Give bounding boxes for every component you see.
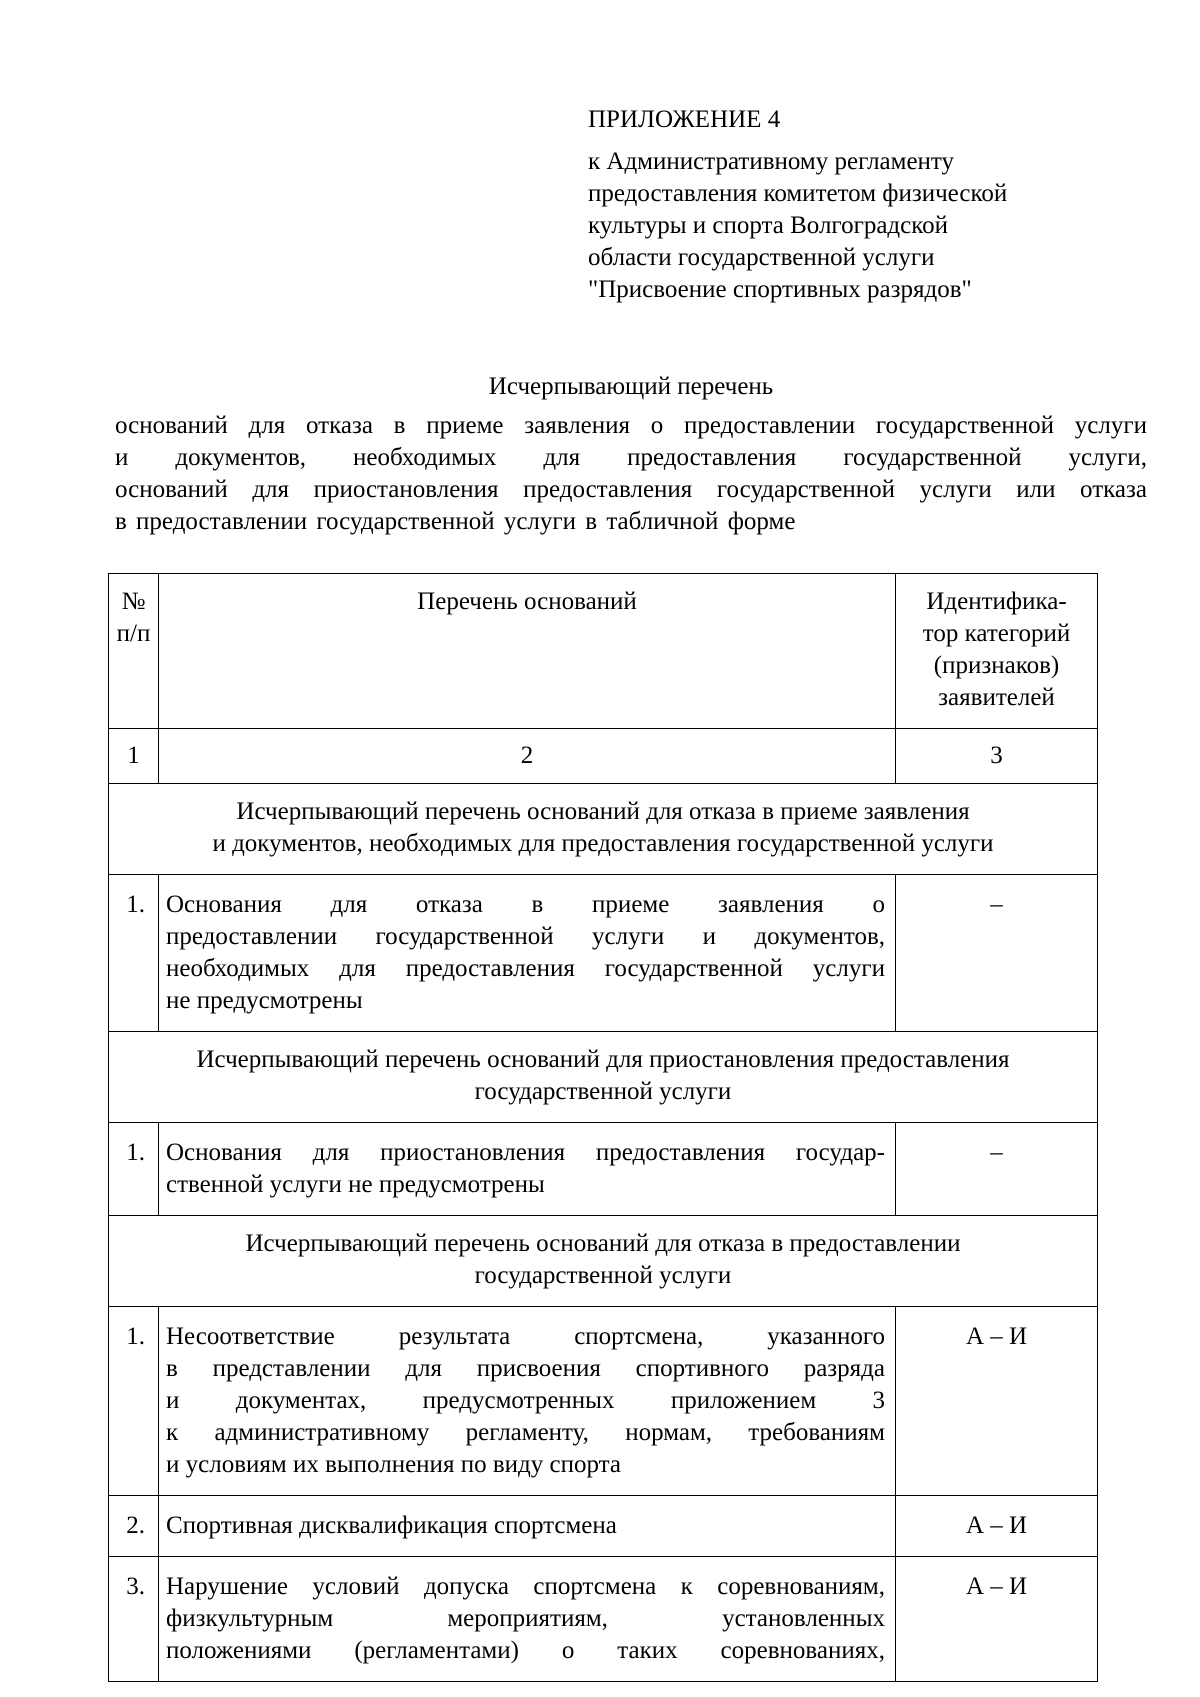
row-num: 1. xyxy=(109,1307,159,1496)
row-text-line: Нарушение условий допуска спортсмена к соревнованиям, xyxy=(166,1573,885,1600)
table-index-row xyxy=(109,729,1098,784)
heading-line: в предоставлении государственной услуги в табличной форме xyxy=(115,508,796,535)
section-title-line: Исчерпывающий перечень оснований для отказа в приеме заявления xyxy=(236,798,970,825)
header-num-line: п/п xyxy=(116,620,151,647)
section-title-cell xyxy=(109,1032,1098,1123)
header-text-cell xyxy=(159,574,896,729)
row-id: – xyxy=(896,1123,1098,1216)
header-id-line: Идентифика- xyxy=(926,588,1067,615)
row-num: 3. xyxy=(109,1557,159,1682)
row-text-line: и документах, предусмотренных приложением 3 xyxy=(166,1387,885,1414)
grounds-table xyxy=(108,573,1098,1682)
row-text-line: Несоответствие результата спортсмена, указанного xyxy=(166,1323,885,1350)
annex-line: предоставления комитетом физической xyxy=(588,180,1008,207)
row-num: 1. xyxy=(109,1123,159,1216)
row-text-line: физкультурным мероприятиям, установленных xyxy=(166,1605,885,1632)
heading-line: оснований для приостановления предоставления государственной услуги или отказа xyxy=(115,476,1147,503)
index-cell: 1 xyxy=(109,729,159,784)
row-text xyxy=(159,1557,896,1682)
row-id: А – И xyxy=(896,1496,1098,1557)
row-num: 2. xyxy=(109,1496,159,1557)
section-row xyxy=(109,784,1098,875)
row-num: 1. xyxy=(109,875,159,1032)
row-id: А – И xyxy=(896,1307,1098,1496)
table-row xyxy=(109,1496,1098,1557)
row-text xyxy=(159,1307,896,1496)
header-id-line: тор категорий xyxy=(922,620,1071,647)
row-id: А – И xyxy=(896,1557,1098,1682)
index-cell: 2 xyxy=(159,729,896,784)
document-heading xyxy=(115,371,1147,538)
row-text-line: необходимых для предоставления государственной услуги xyxy=(166,955,885,982)
header-num-line: № xyxy=(121,588,146,615)
heading-line: оснований для отказа в приеме заявления о предоставлении государственной услуги xyxy=(115,412,1147,439)
row-text-line: ственной услуги не предусмотрены xyxy=(166,1171,545,1198)
header-id-cell xyxy=(896,574,1098,729)
heading-title: Исчерпывающий перечень xyxy=(488,373,774,400)
annex-line: области государственной услуги xyxy=(588,244,935,271)
section-title-line: государственной услуги xyxy=(474,1078,732,1105)
table-row xyxy=(109,1123,1098,1216)
table-row xyxy=(109,1307,1098,1496)
annex-line: к Административному регламенту xyxy=(588,148,955,175)
header-id-line: (признаков) xyxy=(933,652,1060,679)
section-title-line: и документов, необходимых для предоставления государственной услуги xyxy=(212,830,994,857)
row-text-line: Основания для приостановления предоставления государ- xyxy=(166,1139,885,1166)
section-title-cell xyxy=(109,784,1098,875)
row-text xyxy=(159,1496,896,1557)
row-text-line: к административному регламенту, нормам, требованиям xyxy=(166,1419,885,1446)
row-text-line: в представлении для присвоения спортивного разряда xyxy=(166,1355,885,1382)
table-header-row xyxy=(109,574,1098,729)
row-text xyxy=(159,1123,896,1216)
index-cell: 3 xyxy=(896,729,1098,784)
row-text xyxy=(159,875,896,1032)
header-num-cell xyxy=(109,574,159,729)
section-title-line: Исчерпывающий перечень оснований для отказа в предоставлении xyxy=(245,1230,961,1257)
header-text: Перечень оснований xyxy=(417,588,637,615)
row-text-line: и условиям их выполнения по виду спорта xyxy=(166,1451,621,1478)
row-text-line: Основания для отказа в приеме заявления о xyxy=(166,891,885,918)
section-row xyxy=(109,1216,1098,1307)
header-id-line: заявителей xyxy=(938,684,1055,711)
row-text-line: предоставлении государственной услуги и документов, xyxy=(166,923,885,950)
annex-line: "Присвоение спортивных разрядов" xyxy=(588,276,972,303)
row-text-line: не предусмотрены xyxy=(166,987,363,1014)
section-title-line: Исчерпывающий перечень оснований для приостановления предоставления xyxy=(196,1046,1010,1073)
heading-line: и документов, необходимых для предоставления государственной услуги, xyxy=(115,444,1147,471)
row-text-line: положениями (регламентами) о таких соревнованиях, xyxy=(166,1637,885,1664)
row-id: – xyxy=(896,875,1098,1032)
annex-title: ПРИЛОЖЕНИЕ 4 xyxy=(588,106,781,133)
annex-block xyxy=(588,104,1128,306)
section-title-cell xyxy=(109,1216,1098,1307)
table-row xyxy=(109,1557,1098,1682)
section-title-line: государственной услуги xyxy=(474,1262,732,1289)
annex-line: культуры и спорта Волгоградской xyxy=(588,212,948,239)
table-row xyxy=(109,875,1098,1032)
section-row xyxy=(109,1032,1098,1123)
row-text-line: Спортивная дисквалификация спортсмена xyxy=(166,1512,617,1539)
